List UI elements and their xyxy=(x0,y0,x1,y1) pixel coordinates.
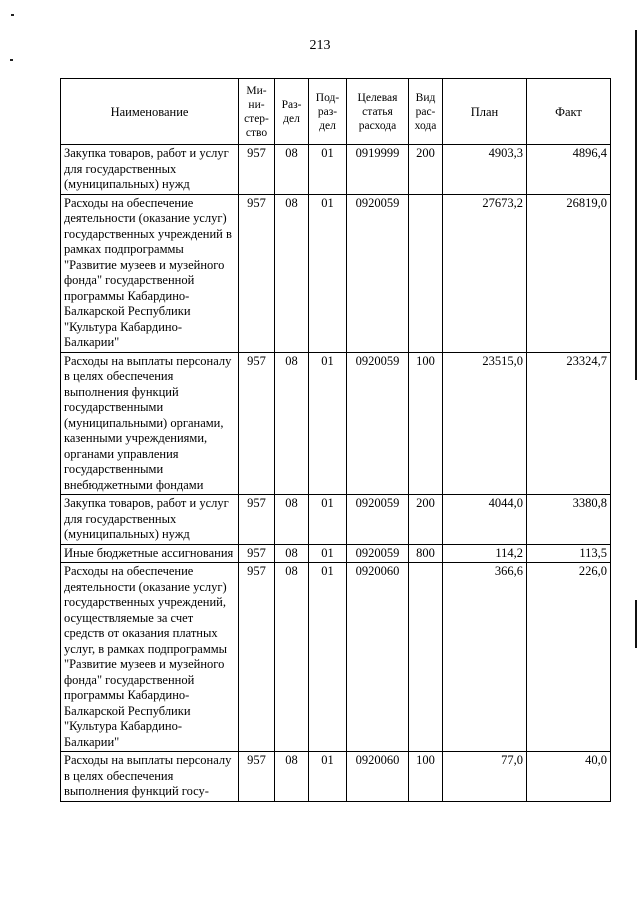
table-row xyxy=(61,194,611,352)
row-ministry: 957 xyxy=(239,145,275,195)
row-subsection: 01 xyxy=(309,352,347,495)
table-row xyxy=(61,752,611,802)
header-row xyxy=(61,79,611,145)
row-name: Иные бюджетные ассигнования xyxy=(61,544,239,563)
table-row xyxy=(61,145,611,195)
row-plan: 114,2 xyxy=(443,544,527,563)
row-fact: 40,0 xyxy=(527,752,611,802)
row-fact: 113,5 xyxy=(527,544,611,563)
row-expense-type: 800 xyxy=(409,544,443,563)
row-target: 0920060 xyxy=(347,752,409,802)
row-name: Расходы на выплаты персоналу в целях обеспечения выполнения функций госу- xyxy=(61,752,239,802)
budget-table xyxy=(60,78,611,802)
row-plan: 4044,0 xyxy=(443,495,527,545)
row-name: Закупка товаров, работ и услуг для государственных (муниципальных) нужд xyxy=(61,145,239,195)
row-target: 0920060 xyxy=(347,563,409,752)
row-section: 08 xyxy=(275,563,309,752)
row-subsection: 01 xyxy=(309,563,347,752)
page-number: 213 xyxy=(309,38,331,53)
row-subsection: 01 xyxy=(309,194,347,352)
header-name: Наименование xyxy=(61,79,239,145)
row-ministry: 957 xyxy=(239,352,275,495)
header-plan: План xyxy=(443,79,527,145)
row-target: 0920059 xyxy=(347,194,409,352)
row-ministry: 957 xyxy=(239,752,275,802)
row-section: 08 xyxy=(275,544,309,563)
row-subsection: 01 xyxy=(309,752,347,802)
row-section: 08 xyxy=(275,145,309,195)
row-plan: 27673,2 xyxy=(443,194,527,352)
scan-edge-line xyxy=(635,600,637,648)
scan-edge-line xyxy=(635,30,637,380)
header-fact: Факт xyxy=(527,79,611,145)
row-target: 0919999 xyxy=(347,145,409,195)
row-expense-type: 200 xyxy=(409,145,443,195)
row-expense-type xyxy=(409,194,443,352)
row-name: Расходы на обеспечение деятельности (оказание услуг) государственных учреждений, осуществляемые за счет средств от оказания платных услуг, в рамках подпрограммы "Развитие музеев и музейного фонда" государственной программы Кабардино-Балкарской Республики "Культура Кабардино-Балкарии" xyxy=(61,563,239,752)
row-fact: 4896,4 xyxy=(527,145,611,195)
row-section: 08 xyxy=(275,495,309,545)
row-expense-type: 200 xyxy=(409,495,443,545)
row-name: Закупка товаров, работ и услуг для государственных (муниципальных) нужд xyxy=(61,495,239,545)
table-row xyxy=(61,352,611,495)
header-section: Раз- дел xyxy=(275,79,309,145)
header-target: Целевая статья расхода xyxy=(347,79,409,145)
row-subsection: 01 xyxy=(309,145,347,195)
header-expense-type: Вид рас- хода xyxy=(409,79,443,145)
row-plan: 77,0 xyxy=(443,752,527,802)
table-row xyxy=(61,544,611,563)
row-expense-type xyxy=(409,563,443,752)
row-section: 08 xyxy=(275,352,309,495)
scan-mark xyxy=(11,14,14,16)
row-ministry: 957 xyxy=(239,544,275,563)
row-plan: 366,6 xyxy=(443,563,527,752)
row-subsection: 01 xyxy=(309,544,347,563)
row-fact: 26819,0 xyxy=(527,194,611,352)
row-ministry: 957 xyxy=(239,495,275,545)
header-subsection: Под- раз- дел xyxy=(309,79,347,145)
row-section: 08 xyxy=(275,194,309,352)
row-section: 08 xyxy=(275,752,309,802)
row-target: 0920059 xyxy=(347,352,409,495)
row-name: Расходы на выплаты персоналу в целях обеспечения выполнения функций государственными (муниципальными) органами, казенными учреждениями, органами управления государственными внебюджетными фондами xyxy=(61,352,239,495)
row-expense-type: 100 xyxy=(409,352,443,495)
row-fact: 23324,7 xyxy=(527,352,611,495)
row-fact: 3380,8 xyxy=(527,495,611,545)
row-name: Расходы на обеспечение деятельности (оказание услуг) государственных учреждений в рамках подпрограммы "Развитие музеев и музейного фонда" государственной программы Кабардино-Балкарской Республики "Культура Кабардино-Балкарии" xyxy=(61,194,239,352)
row-ministry: 957 xyxy=(239,563,275,752)
table-row xyxy=(61,495,611,545)
row-expense-type: 100 xyxy=(409,752,443,802)
table-row xyxy=(61,563,611,752)
row-target: 0920059 xyxy=(347,544,409,563)
row-target: 0920059 xyxy=(347,495,409,545)
row-subsection: 01 xyxy=(309,495,347,545)
header-ministry: Ми- ни- стер- ство xyxy=(239,79,275,145)
scan-mark xyxy=(10,59,13,61)
row-fact: 226,0 xyxy=(527,563,611,752)
row-ministry: 957 xyxy=(239,194,275,352)
row-plan: 23515,0 xyxy=(443,352,527,495)
row-plan: 4903,3 xyxy=(443,145,527,195)
